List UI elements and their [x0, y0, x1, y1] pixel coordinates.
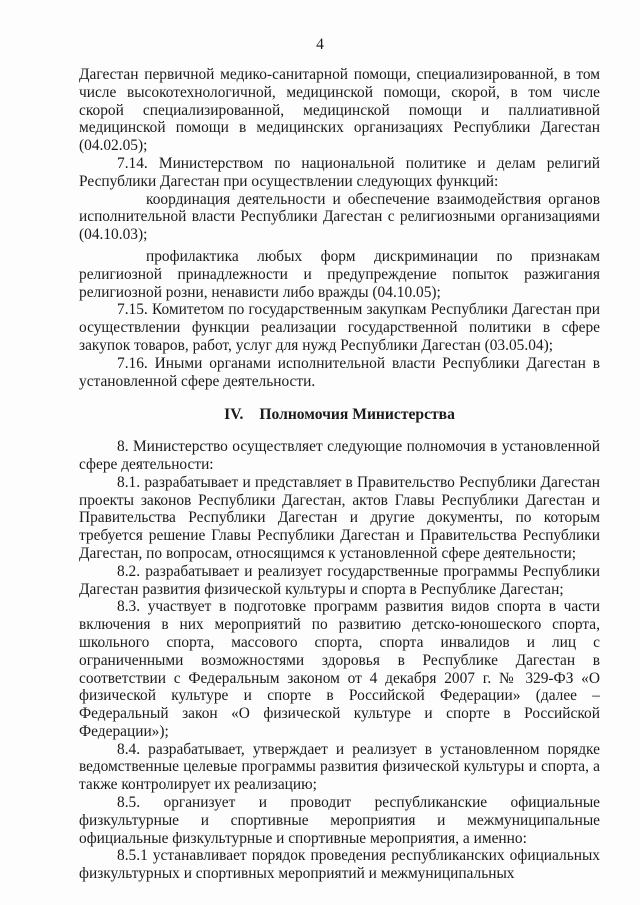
paragraph-continuation: Дагестан первичной медико-санитарной помощи, специализированной, в том числе высокотехнологичной, медицинской помощи, скорой, в том числе скорой специализированной, медицинской помощи и паллиативной медицинской помощи в медицинских организациях Республики Дагестан (04.02.05);: [79, 66, 600, 155]
paragraph-8-2: 8.2. разрабатывает и реализует государственные программы Республики Дагестан развития физической культуры и спорта в Республике Дагестан;: [79, 562, 600, 598]
paragraph-7-16: 7.16. Иными органами исполнительной власти Республики Дагестан в установленной сфере деятельности.: [79, 354, 600, 390]
paragraph-7-14-prevention: профилактика любых форм дискриминации по признакам религиозной принадлежности и предупреждение попыток разжигания религиозной розни, ненависти либо вражды (04.10.05);: [79, 247, 600, 301]
paragraph-8-5-1: 8.5.1 устанавливает порядок проведения республиканских официальных физкультурных и спортивных мероприятий и межмуниципальных: [79, 847, 600, 883]
paragraph-8: 8. Министерство осуществляет следующие полномочия в установленной сфере деятельности:: [79, 438, 600, 473]
paragraph-8-3: 8.3. участвует в подготовке программ развития видов спорта в части включения в них мероприятий по развитию детско-юношеского спорта, школьного спорта, массового спорта, спорта инвалидов и лиц с ограниченными возможностями здоровья в Республике Дагестан в соответствии с Федеральным законом от 4 декабря 2007 г. № 329-ФЗ «О физической культуре и спорте в Российской Федерации» (далее – Федеральный закон «О физической культуре и спорте в Российской Федерации»);: [79, 598, 600, 740]
paragraph-7-14: 7.14. Министерством по национальной политике и делам религий Республики Дагестан при осуществлении следующих функций:: [79, 154, 600, 190]
document-body: [79, 66, 600, 883]
section-title: Полномочия Министерства: [259, 406, 455, 424]
section-heading: [79, 406, 600, 424]
paragraph-8-4: 8.4. разрабатывает, утверждает и реализует в установленном порядке ведомственные целевые программы развития физической культуры и спорта, а также контролирует их реализацию;: [79, 740, 600, 794]
paragraph-8-1: 8.1. разрабатывает и представляет в Правительство Республики Дагестан проекты законов Республики Дагестан, актов Главы Республики Дагестан и Правительства Республики Дагестан и другие документы, по которым требуется решение Главы Республики Дагестан и Правительства Республики Дагестан, по вопросам, относящимся к установленной сфере деятельности;: [79, 473, 600, 562]
paragraph-7-14-coordination: координация деятельности и обеспечение взаимодействия органов исполнительной власти Республики Дагестан с религиозными организациями (04.10.03);: [79, 190, 600, 244]
section-number: IV.: [224, 406, 244, 424]
page-number: 4: [316, 36, 324, 53]
paragraph-8-5: 8.5. организует и проводит республиканские официальные физкультурные и спортивные мероприятия и межмуниципальные официальные физкультурные и спортивные мероприятия, а именно:: [79, 794, 600, 847]
paragraph-7-15: 7.15. Комитетом по государственным закупкам Республики Дагестан при осуществлении функции реализации государственной политики в сфере закупок товаров, работ, услуг для нужд Республики Дагестан (03.05.04);: [79, 301, 600, 354]
